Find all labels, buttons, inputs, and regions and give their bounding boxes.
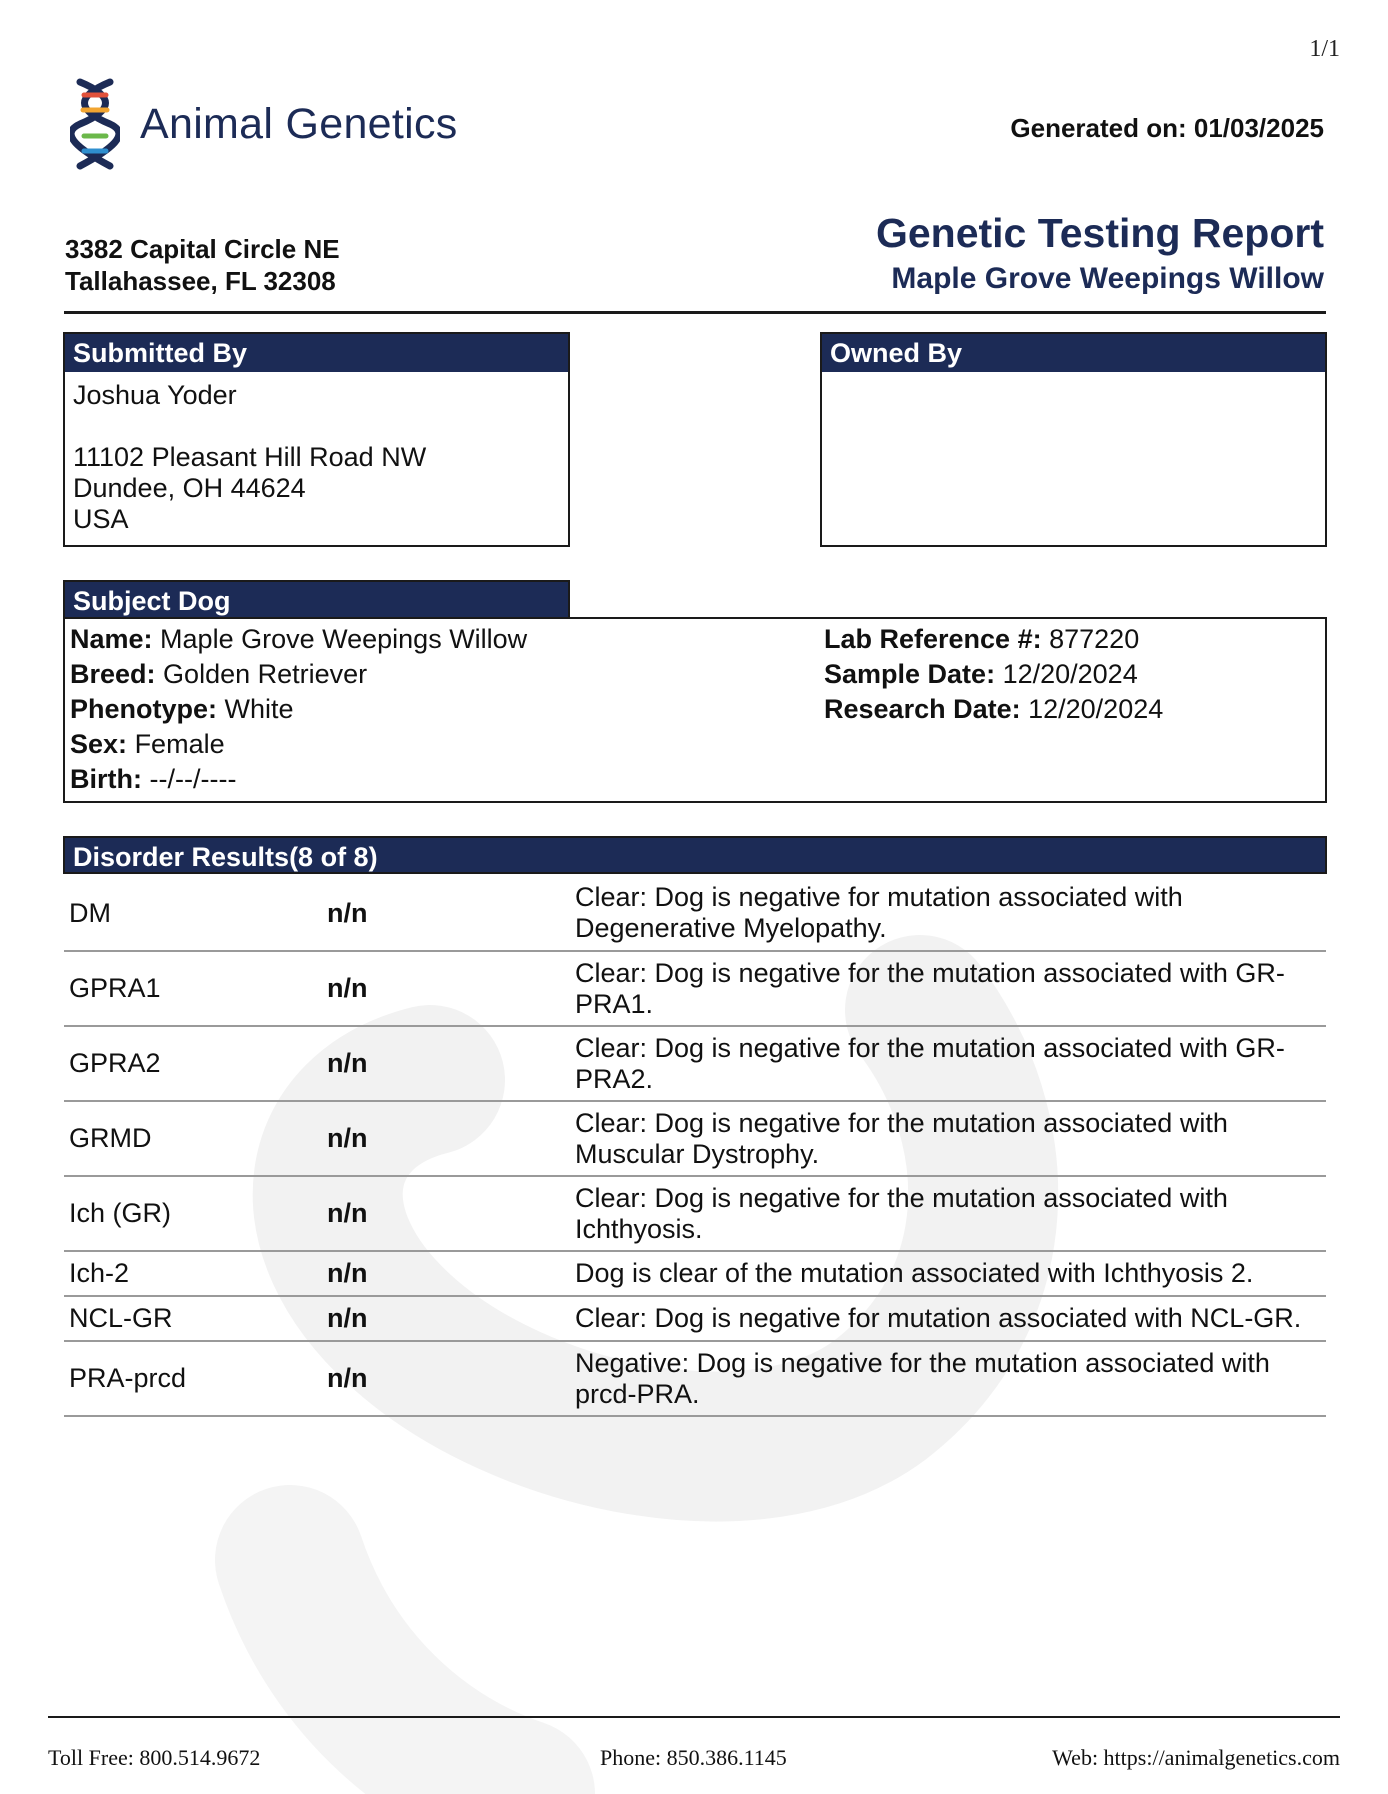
genotype: n/n — [322, 1341, 570, 1416]
result-description: Clear: Dog is negative for the mutation associated with Ichthyosis. — [570, 1176, 1326, 1251]
submitter-name: Joshua Yoder — [73, 380, 237, 410]
subject-dog-box — [63, 617, 1327, 803]
table-row — [64, 876, 1326, 951]
lab-address-line1: 3382 Capital Circle NE — [65, 234, 340, 264]
dog-breed-field: Breed: Golden Retriever — [70, 659, 368, 689]
disorder-code: GPRA1 — [64, 951, 322, 1026]
report-subtitle: Maple Grove Weepings Willow — [891, 262, 1324, 295]
owned-by-header: Owned By — [822, 334, 1325, 372]
disorder-code: GRMD — [64, 1101, 322, 1176]
submitted-by-box — [63, 332, 570, 547]
table-row — [64, 1341, 1326, 1416]
report-title: Genetic Testing Report — [875, 210, 1324, 256]
disorder-code: Ich-2 — [64, 1251, 322, 1296]
research-date: 12/20/2024 — [1028, 694, 1164, 724]
footer-divider — [48, 1716, 1340, 1718]
result-description: Clear: Dog is negative for the mutation associated with GR- PRA1. — [570, 951, 1326, 1026]
dog-sex-field: Sex: Female — [70, 729, 225, 759]
result-description: Clear: Dog is negative for mutation associated with NCL-GR. — [570, 1296, 1326, 1341]
research-date-field: Research Date: 12/20/2024 — [824, 694, 1164, 724]
genotype: n/n — [322, 1026, 570, 1101]
header-divider — [64, 311, 1326, 314]
table-row — [64, 1026, 1326, 1101]
lab-reference-field: Lab Reference #: 877220 — [824, 624, 1140, 654]
result-description: Dog is clear of the mutation associated with Ichthyosis 2. — [570, 1251, 1326, 1296]
dog-sex: Female — [134, 729, 225, 759]
table-row — [64, 951, 1326, 1026]
dog-breed: Golden Retriever — [163, 659, 368, 689]
genotype: n/n — [322, 876, 570, 951]
submitted-by-header: Submitted By — [65, 334, 568, 372]
disorder-code: Ich (GR) — [64, 1176, 322, 1251]
genotype: n/n — [322, 1296, 570, 1341]
footer-web-link[interactable]: Web: https://animalgenetics.com — [1052, 1745, 1340, 1770]
submitter-street: 11102 Pleasant Hill Road NW — [73, 442, 427, 472]
dog-phenotype-field: Phenotype: White — [70, 694, 294, 724]
disorder-code: NCL-GR — [64, 1296, 322, 1341]
generated-date: Generated on: 01/03/2025 — [1010, 113, 1324, 143]
page-number: 1/1 — [1309, 36, 1340, 62]
disorder-code: GPRA2 — [64, 1026, 322, 1101]
result-description: Clear: Dog is negative for mutation associated with Degenerative Myelopathy. — [570, 876, 1326, 951]
sample-date: 12/20/2024 — [1002, 659, 1138, 689]
submitter-city: Dundee, OH 44624 — [73, 473, 306, 503]
table-row — [64, 1176, 1326, 1251]
genotype: n/n — [322, 1251, 570, 1296]
subject-dog-header: Subject Dog — [63, 580, 570, 618]
dog-name-field: Name: Maple Grove Weepings Willow — [70, 624, 528, 654]
disorder-results-table — [64, 876, 1326, 1417]
dog-birth-field: Birth: --/--/---- — [70, 764, 237, 794]
brand-name: Animal Genetics — [140, 100, 458, 148]
dog-phenotype: White — [224, 694, 294, 724]
disorder-code: PRA-prcd — [64, 1341, 322, 1416]
dog-birth: --/--/---- — [149, 764, 237, 794]
result-description: Negative: Dog is negative for the mutation associated with prcd-PRA. — [570, 1341, 1326, 1416]
dna-helix-icon — [70, 78, 120, 172]
genotype: n/n — [322, 951, 570, 1026]
owned-by-box — [820, 332, 1327, 547]
disorder-results-header: Disorder Results(8 of 8) — [63, 836, 1327, 874]
disorder-code: DM — [64, 876, 322, 951]
genotype: n/n — [322, 1176, 570, 1251]
result-description: Clear: Dog is negative for the mutation associated with Muscular Dystrophy. — [570, 1101, 1326, 1176]
genotype: n/n — [322, 1101, 570, 1176]
lab-address-line2: Tallahassee, FL 32308 — [65, 266, 336, 296]
table-row — [64, 1296, 1326, 1341]
table-row — [64, 1251, 1326, 1296]
submitter-country: USA — [73, 504, 129, 534]
lab-reference: 877220 — [1049, 624, 1140, 654]
result-description: Clear: Dog is negative for the mutation associated with GR- PRA2. — [570, 1026, 1326, 1101]
footer-toll-free: Toll Free: 800.514.9672 — [48, 1745, 261, 1770]
footer-phone: Phone: 850.386.1145 — [600, 1745, 787, 1770]
table-row — [64, 1101, 1326, 1176]
dog-name: Maple Grove Weepings Willow — [160, 624, 528, 654]
sample-date-field: Sample Date: 12/20/2024 — [824, 659, 1138, 689]
